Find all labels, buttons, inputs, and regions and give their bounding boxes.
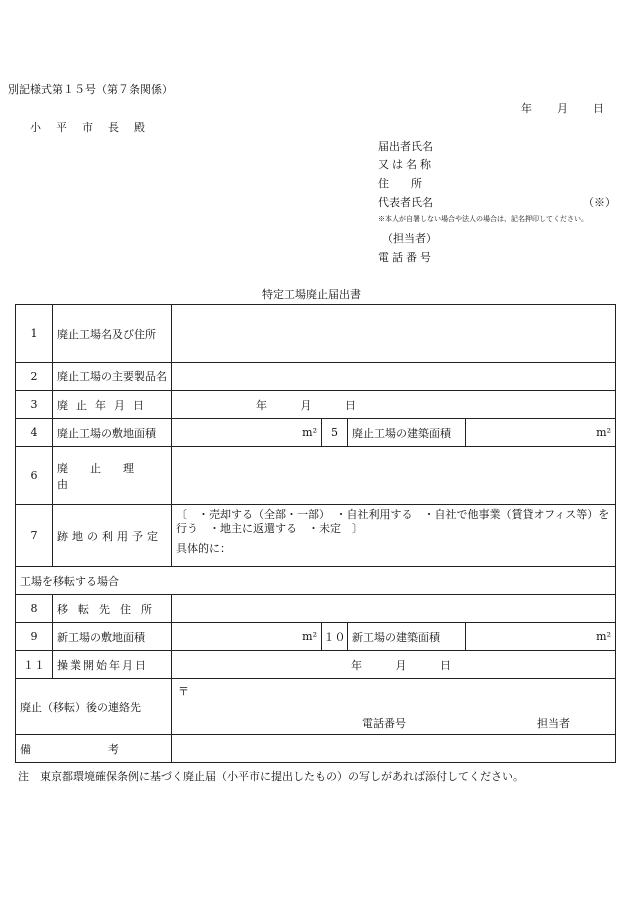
remarks-field[interactable] bbox=[172, 735, 616, 763]
row-label: 廃止工場の主要製品名 bbox=[53, 363, 172, 391]
row-number: 3 bbox=[16, 391, 53, 419]
row-number: 5 bbox=[322, 419, 348, 447]
row-new-site-area bbox=[16, 623, 616, 651]
new-site-area-field[interactable]: m² bbox=[172, 623, 322, 651]
row-label: 新工場の敷地面積 bbox=[53, 623, 172, 651]
date-day-label: 日 bbox=[593, 102, 604, 115]
row-closure-date bbox=[16, 391, 616, 419]
closure-date-field[interactable]: 年 月 日 bbox=[172, 391, 616, 419]
products-field[interactable] bbox=[172, 363, 616, 391]
applicant-org-label: 又は名称 bbox=[378, 158, 434, 171]
new-address-field[interactable] bbox=[172, 595, 616, 623]
row-number: 4 bbox=[16, 419, 53, 447]
row-label: 廃止理由 bbox=[53, 447, 172, 505]
form-number: 別記様式第１５号（第７条関係） bbox=[8, 83, 173, 96]
row-number: 7 bbox=[16, 505, 53, 567]
row-label: 備 考 bbox=[16, 735, 172, 763]
row-site-area bbox=[16, 419, 616, 447]
row-label: 廃止年月日 bbox=[53, 391, 172, 419]
row-number: 8 bbox=[16, 595, 53, 623]
row-products bbox=[16, 363, 616, 391]
row-number: 1 bbox=[16, 305, 53, 363]
land-use-specific: 具体的に： bbox=[176, 542, 231, 555]
document-title: 特定工場廃止届出書 bbox=[262, 288, 361, 301]
row-remarks bbox=[16, 735, 616, 763]
building-area-field[interactable]: m² bbox=[466, 419, 616, 447]
row-closure-reason bbox=[16, 447, 616, 505]
land-use-options: 〔 ・売却する（全部・一部） ・自社利用する ・自社で他事業（賃貸オフィス等）を行う ・地主に返還する ・未定 〕 bbox=[176, 508, 610, 535]
row-number: １１ bbox=[16, 651, 53, 679]
row-factory-name bbox=[16, 305, 616, 363]
site-area-field[interactable]: m² bbox=[172, 419, 322, 447]
row-label: 廃止（移転）後の連絡先 bbox=[16, 679, 172, 735]
row-land-use bbox=[16, 505, 616, 567]
operation-start-field[interactable]: 年 月 日 bbox=[172, 651, 616, 679]
contact-field[interactable] bbox=[172, 679, 616, 735]
footnote: 注 東京都環境確保条例に基づく廃止届（小平市に提出したもの）の写しがあれば添付してください。 bbox=[18, 770, 524, 783]
row-label: 跡地の利用予定 bbox=[53, 505, 172, 567]
phone-label: 電話番号 bbox=[378, 251, 434, 264]
applicant-name-label: 届出者氏名 bbox=[378, 140, 433, 153]
row-number: 9 bbox=[16, 623, 53, 651]
row-label: 廃止工場の建築面積 bbox=[348, 419, 466, 447]
contact-person-label: （担当者） bbox=[382, 232, 437, 245]
date-month-label: 月 bbox=[557, 102, 568, 115]
new-building-area-field[interactable]: m² bbox=[466, 623, 616, 651]
row-operation-start bbox=[16, 651, 616, 679]
row-label: 廃止工場の敷地面積 bbox=[53, 419, 172, 447]
relocation-header: 工場を移転する場合 bbox=[16, 567, 616, 595]
addressee: 小 平 市 長 殿 bbox=[30, 121, 147, 134]
row-number: 2 bbox=[16, 363, 53, 391]
row-label: 移転先住所 bbox=[53, 595, 172, 623]
seal-mark: （※） bbox=[583, 196, 616, 209]
seal-note: ※本人が自署しない場合や法人の場合は、記名押印してください。 bbox=[378, 215, 588, 223]
row-relocation-header bbox=[16, 567, 616, 595]
date-year-label: 年 bbox=[521, 102, 532, 115]
postal-mark: 〒 bbox=[178, 685, 189, 698]
row-number: 6 bbox=[16, 447, 53, 505]
contact-phone-label: 電話番号 bbox=[362, 717, 406, 730]
row-number: １０ bbox=[322, 623, 348, 651]
row-label: 操業開始年月日 bbox=[53, 651, 172, 679]
contact-person-label: 担当者 bbox=[537, 717, 570, 730]
closure-reason-field[interactable] bbox=[172, 447, 616, 505]
row-contact bbox=[16, 679, 616, 735]
row-label: 新工場の建築面積 bbox=[348, 623, 466, 651]
row-new-address bbox=[16, 595, 616, 623]
applicant-address-label: 住 所 bbox=[378, 177, 422, 190]
land-use-field[interactable] bbox=[172, 505, 616, 567]
factory-name-field[interactable] bbox=[172, 305, 616, 363]
row-label: 廃止工場名及び住所 bbox=[53, 305, 172, 363]
form-table bbox=[15, 304, 616, 763]
applicant-rep-label: 代表者氏名 bbox=[378, 196, 433, 209]
